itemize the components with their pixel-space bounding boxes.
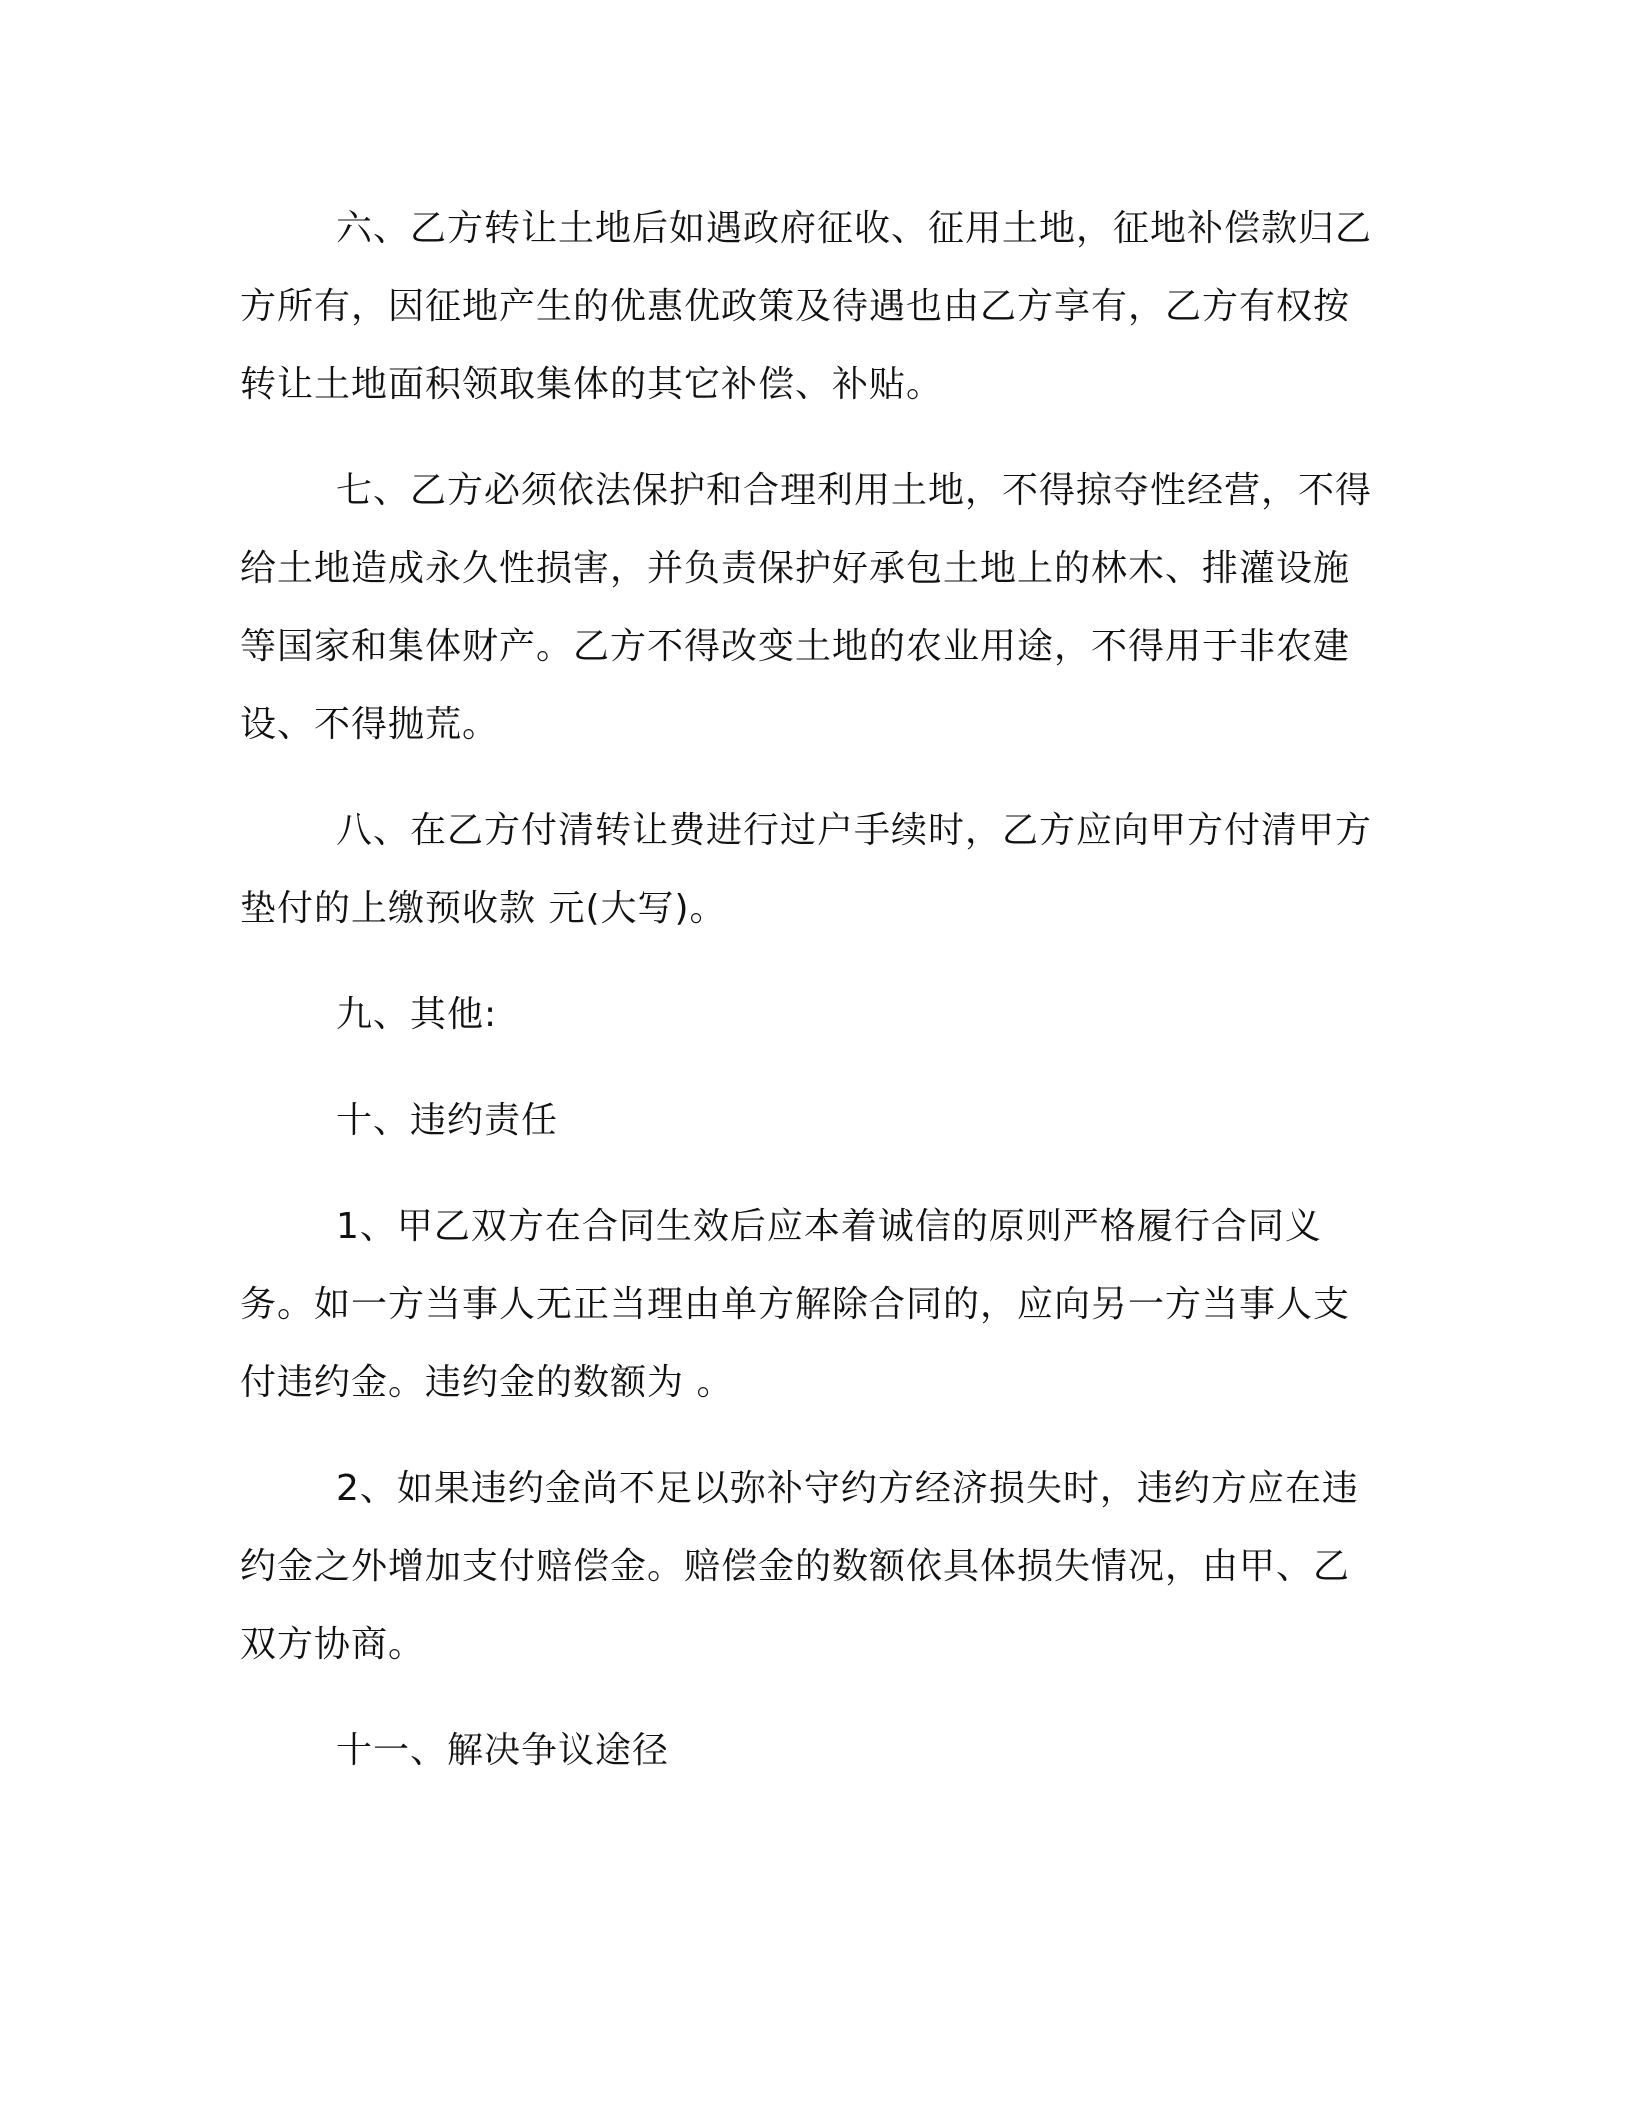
document-page: [240, 190, 1380, 1814]
clause-10-heading: 十、违约责任: [336, 1100, 559, 1141]
clause-11-heading: 十一、解决争议途径: [336, 1730, 670, 1771]
clause-10-item-2: 2、如果违约金尚不足以弥补守约方经济损失时，违约方应在违约金之外增加支付赔偿金。赔偿金的数额依具体损失情况，由甲、乙双方协商。: [240, 1468, 1359, 1665]
clause-6: 六、乙方转让土地后如遇政府征收、征用土地，征地补偿款归乙方所有，因征地产生的优惠优政策及待遇也由乙方享有，乙方有权按转让土地面积领取集体的其它补偿、补贴。: [240, 208, 1373, 405]
clause-9: 九、其他:: [336, 994, 498, 1035]
clause-8: 八、在乙方付清转让费进行过户手续时，乙方应向甲方付清甲方垫付的上缴预收款 元(大写)。: [240, 810, 1373, 929]
clause-10-item-1: 1、甲乙双方在合同生效后应本着诚信的原则严格履行合同义务。如一方当事人无正当理由单方解除合同的，应向另一方当事人支付违约金。违约金的数额为 。: [240, 1206, 1351, 1403]
clause-7: 七、乙方必须依法保护和合理利用土地，不得掠夺性经营，不得给土地造成永久性损害，并负责保护好承包土地上的林木、排灌设施等国家和集体财产。乙方不得改变土地的农业用途，不得用于非农建设、不得抛荒。: [240, 470, 1373, 745]
